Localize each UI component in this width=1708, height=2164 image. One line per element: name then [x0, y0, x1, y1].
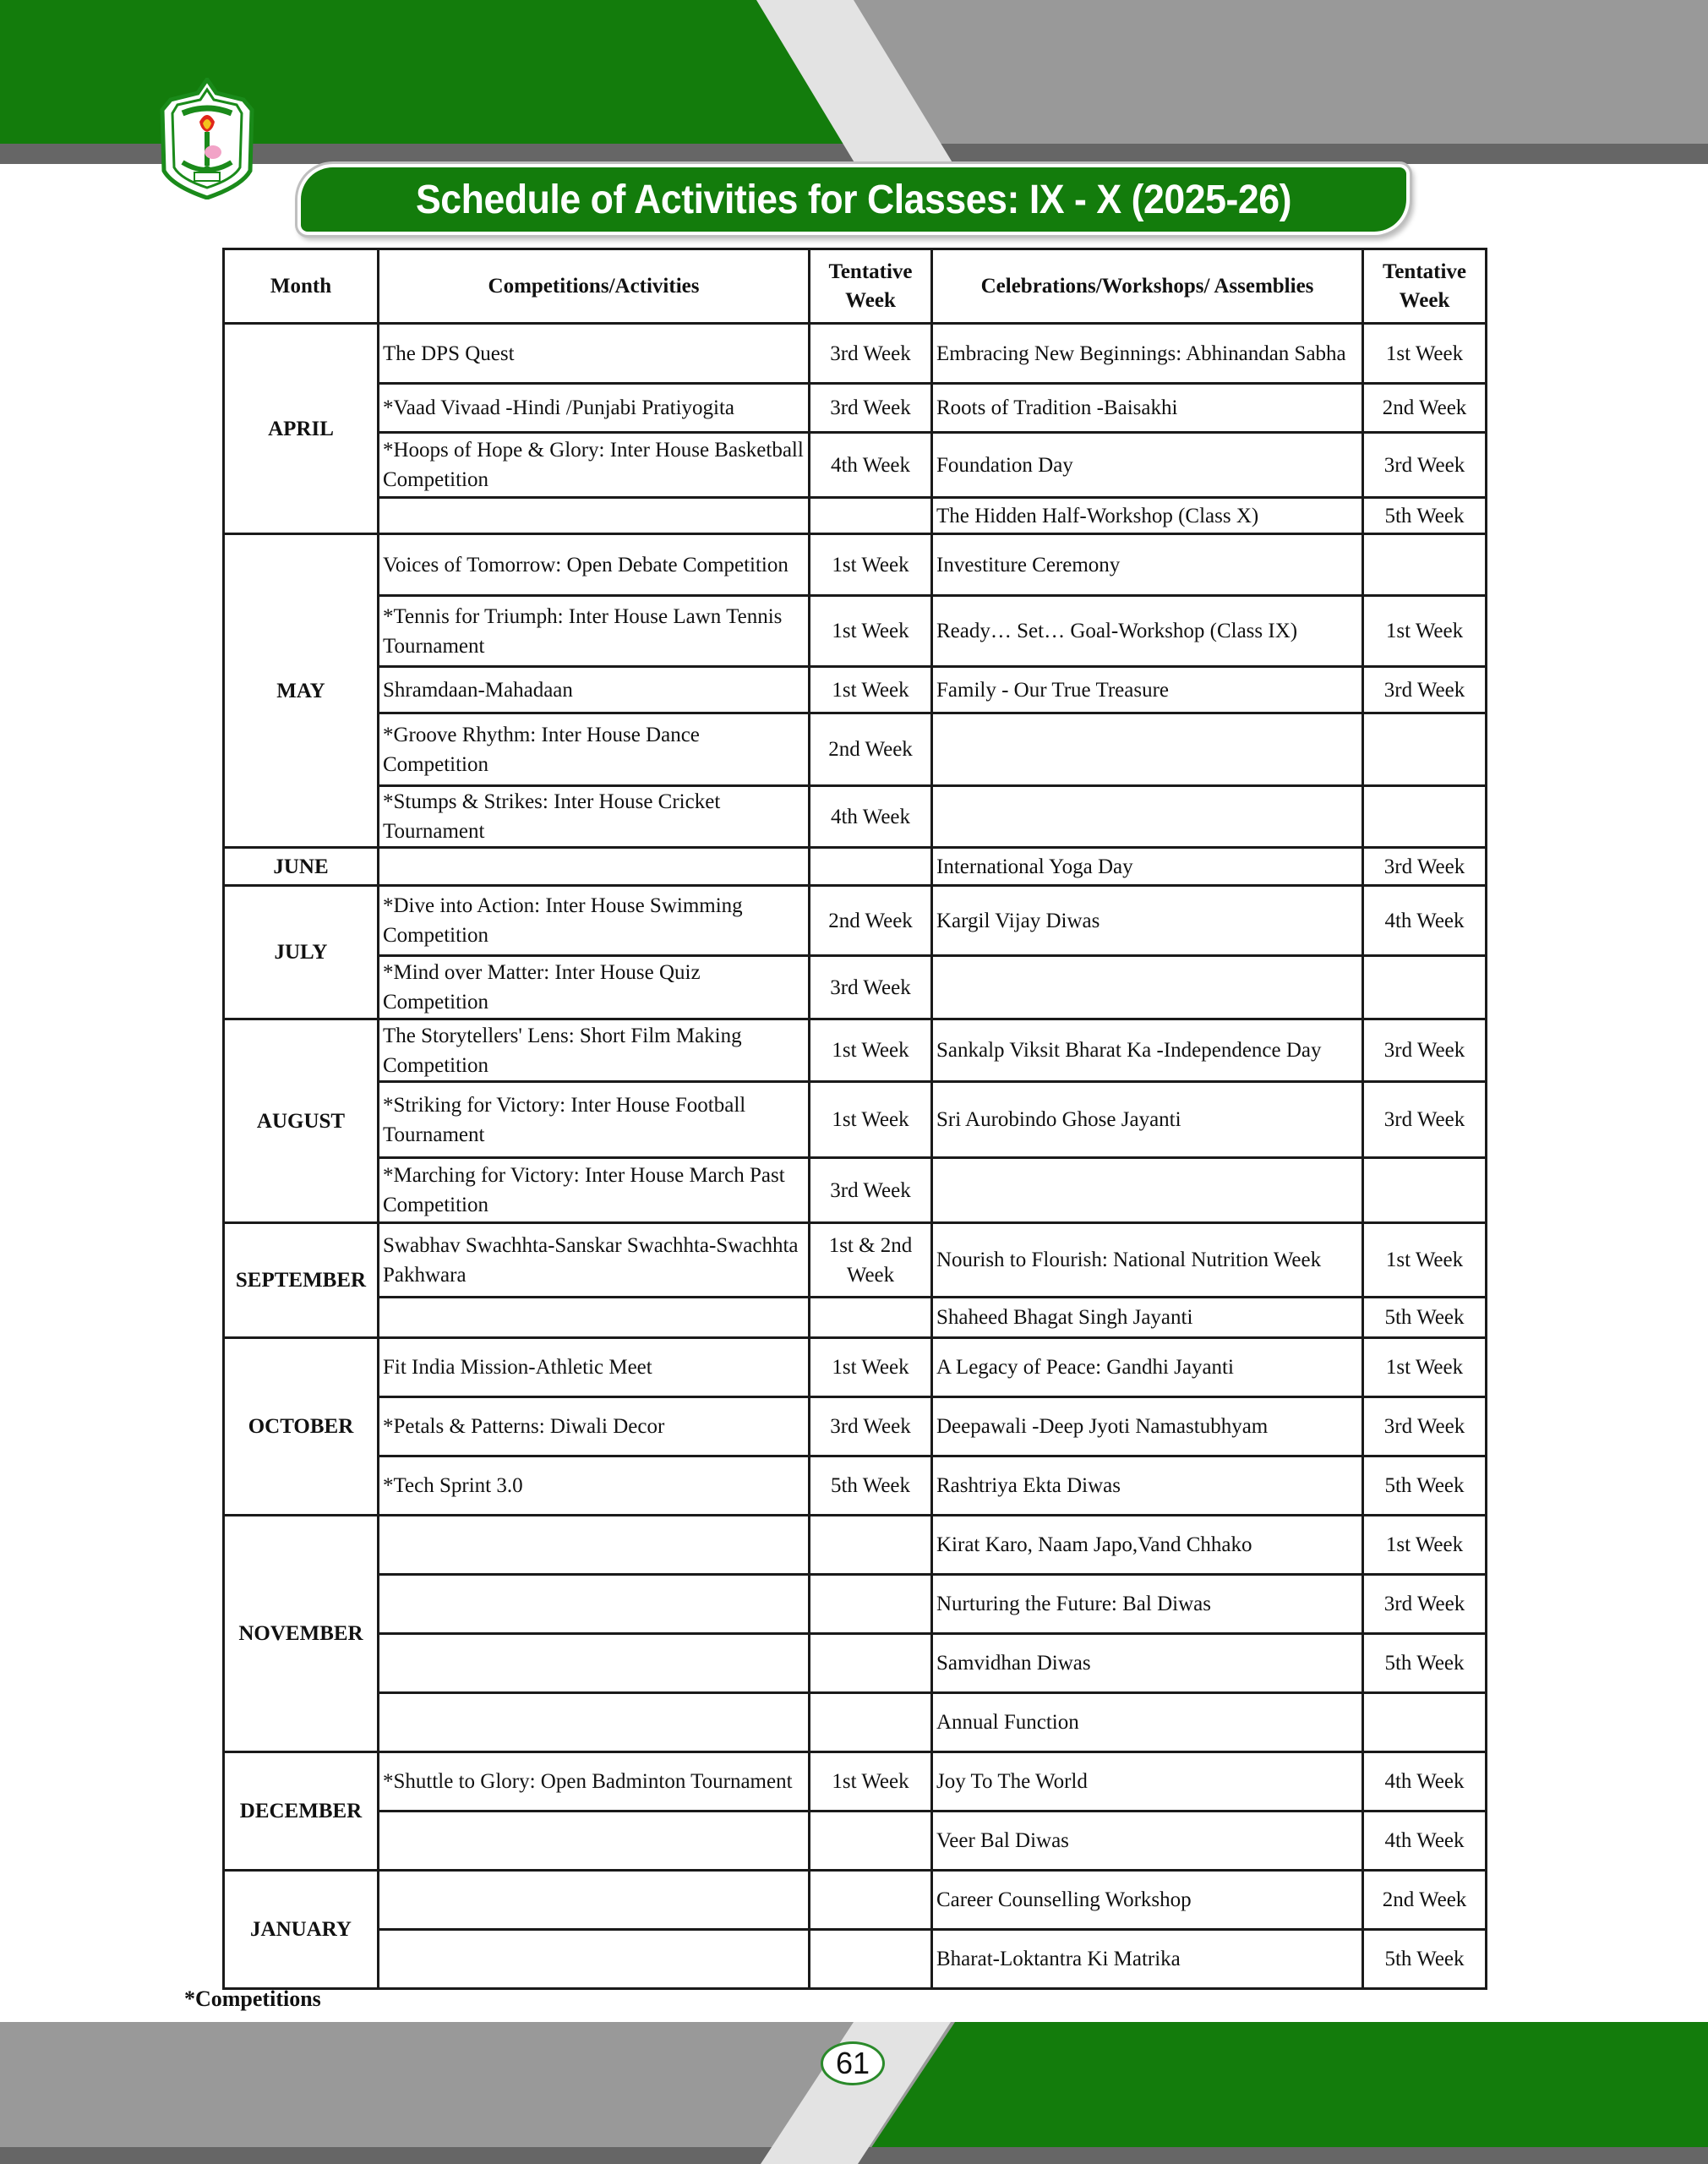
activity-week-cell: 3rd Week: [810, 384, 932, 433]
activity-cell: *Vaad Vivaad -Hindi /Punjabi Pratiyogita: [379, 384, 810, 433]
activity-cell: *Dive into Action: Inter House Swimming Competition: [379, 886, 810, 956]
activity-cell: *Petals & Patterns: Diwali Decor: [379, 1397, 810, 1456]
activity-week-cell: 1st Week: [810, 1082, 932, 1158]
celebration-cell: Sankalp Viksit Bharat Ka -Independence Day: [932, 1019, 1363, 1082]
celebration-week-cell: 3rd Week: [1363, 1397, 1487, 1456]
celebration-week-cell: 4th Week: [1363, 1752, 1487, 1812]
month-cell: MAY: [224, 534, 379, 848]
celebration-week-cell: 5th Week: [1363, 1930, 1487, 1989]
celebration-cell: Rashtriya Ekta Diwas: [932, 1456, 1363, 1516]
celebration-cell: A Legacy of Peace: Gandhi Jayanti: [932, 1338, 1363, 1397]
celebration-week-cell: [1363, 1158, 1487, 1223]
activity-cell: *Tech Sprint 3.0: [379, 1456, 810, 1516]
table-row: [224, 1752, 1487, 1812]
table-row: [224, 1456, 1487, 1516]
celebration-week-cell: 1st Week: [1363, 1516, 1487, 1575]
celebration-cell: Ready… Set… Goal-Workshop (Class IX): [932, 596, 1363, 667]
footer-green-band: [870, 2022, 1708, 2149]
celebration-week-cell: 4th Week: [1363, 1812, 1487, 1871]
table-row: [224, 596, 1487, 667]
activity-cell: [379, 1871, 810, 1930]
table-row: [224, 886, 1487, 956]
celebration-cell: Sri Aurobindo Ghose Jayanti: [932, 1082, 1363, 1158]
celebration-week-cell: 1st Week: [1363, 324, 1487, 384]
celebration-cell: Nourish to Flourish: National Nutrition Week: [932, 1223, 1363, 1298]
celebration-week-cell: 4th Week: [1363, 886, 1487, 956]
table-row: [224, 433, 1487, 498]
celebration-week-cell: 1st Week: [1363, 1338, 1487, 1397]
table-row: [224, 1871, 1487, 1930]
celebration-cell: [932, 956, 1363, 1019]
competitions-footnote: *Competitions: [184, 1986, 321, 2011]
table-row: [224, 1298, 1487, 1338]
activity-cell: [379, 848, 810, 886]
table-row: [224, 1516, 1487, 1575]
table-row: [224, 1930, 1487, 1989]
activity-cell: Swabhav Swachhta-Sanskar Swachhta-Swachhta Pakhwara: [379, 1223, 810, 1298]
table-row: [224, 1223, 1487, 1298]
table-row: [224, 956, 1487, 1019]
page-number-badge: 61: [821, 2041, 885, 2085]
table-row: [224, 1693, 1487, 1752]
celebration-week-cell: 5th Week: [1363, 498, 1487, 534]
celebration-week-cell: 1st Week: [1363, 596, 1487, 667]
table-row: [224, 713, 1487, 786]
activity-cell: *Groove Rhythm: Inter House Dance Competition: [379, 713, 810, 786]
activity-week-cell: [810, 1812, 932, 1871]
celebration-week-cell: [1363, 534, 1487, 596]
activity-cell: *Marching for Victory: Inter House March Past Competition: [379, 1158, 810, 1223]
celebration-cell: [932, 713, 1363, 786]
activity-week-cell: 1st Week: [810, 534, 932, 596]
month-cell: OCTOBER: [224, 1338, 379, 1516]
page-title: Schedule of Activities for Classes: IX - X (2025-26): [416, 177, 1291, 222]
month-cell: NOVEMBER: [224, 1516, 379, 1752]
activity-week-cell: [810, 1693, 932, 1752]
table-row: [224, 1158, 1487, 1223]
activity-cell: [379, 1812, 810, 1871]
activity-week-cell: 1st Week: [810, 1338, 932, 1397]
activity-week-cell: [810, 1634, 932, 1693]
celebration-cell: Joy To The World: [932, 1752, 1363, 1812]
month-cell: AUGUST: [224, 1019, 379, 1223]
celebration-cell: [932, 786, 1363, 848]
table-row: [224, 534, 1487, 596]
activity-cell: *Shuttle to Glory: Open Badminton Tournament: [379, 1752, 810, 1812]
month-cell: APRIL: [224, 324, 379, 534]
celebration-cell: Family - Our True Treasure: [932, 667, 1363, 713]
header-month: Month: [224, 249, 379, 324]
activity-cell: [379, 1634, 810, 1693]
activity-week-cell: 3rd Week: [810, 956, 932, 1019]
activity-week-cell: 1st Week: [810, 1019, 932, 1082]
celebration-week-cell: [1363, 1693, 1487, 1752]
activity-week-cell: [810, 498, 932, 534]
activity-week-cell: 4th Week: [810, 786, 932, 848]
table-row: [224, 1575, 1487, 1634]
activity-week-cell: [810, 1930, 932, 1989]
header-celebration-week: Tentative Week: [1363, 249, 1487, 324]
activity-week-cell: 2nd Week: [810, 713, 932, 786]
celebration-week-cell: 5th Week: [1363, 1634, 1487, 1693]
activity-week-cell: 2nd Week: [810, 886, 932, 956]
activity-week-cell: 1st Week: [810, 667, 932, 713]
celebration-cell: Kargil Vijay Diwas: [932, 886, 1363, 956]
activity-cell: *Hoops of Hope & Glory: Inter House Basketball Competition: [379, 433, 810, 498]
celebration-week-cell: 2nd Week: [1363, 384, 1487, 433]
celebration-cell: Annual Function: [932, 1693, 1363, 1752]
celebration-week-cell: [1363, 786, 1487, 848]
celebration-week-cell: 2nd Week: [1363, 1871, 1487, 1930]
table-header-row: [224, 249, 1487, 324]
school-crest-icon: [157, 78, 257, 199]
celebration-cell: Veer Bal Diwas: [932, 1812, 1363, 1871]
activity-week-cell: 3rd Week: [810, 1158, 932, 1223]
celebration-week-cell: [1363, 713, 1487, 786]
celebration-week-cell: 3rd Week: [1363, 1082, 1487, 1158]
table-row: [224, 1019, 1487, 1082]
activity-week-cell: 1st Week: [810, 596, 932, 667]
activity-cell: [379, 498, 810, 534]
table-row: [224, 1812, 1487, 1871]
celebration-week-cell: [1363, 956, 1487, 1019]
celebration-week-cell: 3rd Week: [1363, 1575, 1487, 1634]
activity-cell: *Tennis for Triumph: Inter House Lawn Tennis Tournament: [379, 596, 810, 667]
month-cell: SEPTEMBER: [224, 1223, 379, 1338]
activity-week-cell: [810, 1871, 932, 1930]
activity-week-cell: [810, 1575, 932, 1634]
celebration-week-cell: 5th Week: [1363, 1298, 1487, 1338]
celebration-cell: Kirat Karo, Naam Japo,Vand Chhako: [932, 1516, 1363, 1575]
activity-week-cell: [810, 848, 932, 886]
celebration-cell: Deepawali -Deep Jyoti Namastubhyam: [932, 1397, 1363, 1456]
table-row: [224, 848, 1487, 886]
celebration-cell: Investiture Ceremony: [932, 534, 1363, 596]
header-competition-week: Tentative Week: [810, 249, 932, 324]
month-cell: JULY: [224, 886, 379, 1019]
celebration-cell: Samvidhan Diwas: [932, 1634, 1363, 1693]
table-row: [224, 667, 1487, 713]
celebration-cell: Foundation Day: [932, 433, 1363, 498]
activity-cell: [379, 1930, 810, 1989]
table-row: [224, 1082, 1487, 1158]
table-row: [224, 1634, 1487, 1693]
celebration-cell: Embracing New Beginnings: Abhinandan Sabha: [932, 324, 1363, 384]
schedule-table: [222, 248, 1487, 1990]
month-cell: JANUARY: [224, 1871, 379, 1989]
table-row: [224, 384, 1487, 433]
month-cell: JUNE: [224, 848, 379, 886]
celebration-cell: Career Counselling Workshop: [932, 1871, 1363, 1930]
celebration-week-cell: 3rd Week: [1363, 433, 1487, 498]
table-row: [224, 1397, 1487, 1456]
celebration-cell: Roots of Tradition -Baisakhi: [932, 384, 1363, 433]
table-row: [224, 498, 1487, 534]
activity-cell: *Stumps & Strikes: Inter House Cricket Tournament: [379, 786, 810, 848]
celebration-cell: Shaheed Bhagat Singh Jayanti: [932, 1298, 1363, 1338]
celebration-week-cell: 3rd Week: [1363, 848, 1487, 886]
celebration-cell: Nurturing the Future: Bal Diwas: [932, 1575, 1363, 1634]
celebration-cell: Bharat-Loktantra Ki Matrika: [932, 1930, 1363, 1989]
activity-cell: Fit India Mission-Athletic Meet: [379, 1338, 810, 1397]
celebration-week-cell: 3rd Week: [1363, 667, 1487, 713]
celebration-cell: The Hidden Half-Workshop (Class X): [932, 498, 1363, 534]
activity-cell: The Storytellers' Lens: Short Film Making Competition: [379, 1019, 810, 1082]
activity-cell: *Mind over Matter: Inter House Quiz Competition: [379, 956, 810, 1019]
celebration-cell: [932, 1158, 1363, 1223]
activity-cell: [379, 1516, 810, 1575]
activity-week-cell: 3rd Week: [810, 324, 932, 384]
activity-week-cell: 3rd Week: [810, 1397, 932, 1456]
celebration-week-cell: 3rd Week: [1363, 1019, 1487, 1082]
month-cell: DECEMBER: [224, 1752, 379, 1871]
celebration-week-cell: 1st Week: [1363, 1223, 1487, 1298]
activity-week-cell: 1st Week: [810, 1752, 932, 1812]
table-row: [224, 786, 1487, 848]
activity-cell: [379, 1693, 810, 1752]
title-banner: [301, 167, 1406, 232]
activity-week-cell: 4th Week: [810, 433, 932, 498]
activity-week-cell: [810, 1298, 932, 1338]
activity-cell: Shramdaan-Mahadaan: [379, 667, 810, 713]
activity-week-cell: 5th Week: [810, 1456, 932, 1516]
table-row: [224, 324, 1487, 384]
activity-cell: Voices of Tomorrow: Open Debate Competition: [379, 534, 810, 596]
activity-cell: [379, 1298, 810, 1338]
activity-cell: The DPS Quest: [379, 324, 810, 384]
celebration-cell: International Yoga Day: [932, 848, 1363, 886]
activity-cell: *Striking for Victory: Inter House Football Tournament: [379, 1082, 810, 1158]
activity-week-cell: 1st & 2nd Week: [810, 1223, 932, 1298]
activity-cell: [379, 1575, 810, 1634]
table-row: [224, 1338, 1487, 1397]
celebration-week-cell: 5th Week: [1363, 1456, 1487, 1516]
activity-week-cell: [810, 1516, 932, 1575]
header-celebrations: Celebrations/Workshops/ Assemblies: [932, 249, 1363, 324]
header-competitions: Competitions/Activities: [379, 249, 810, 324]
